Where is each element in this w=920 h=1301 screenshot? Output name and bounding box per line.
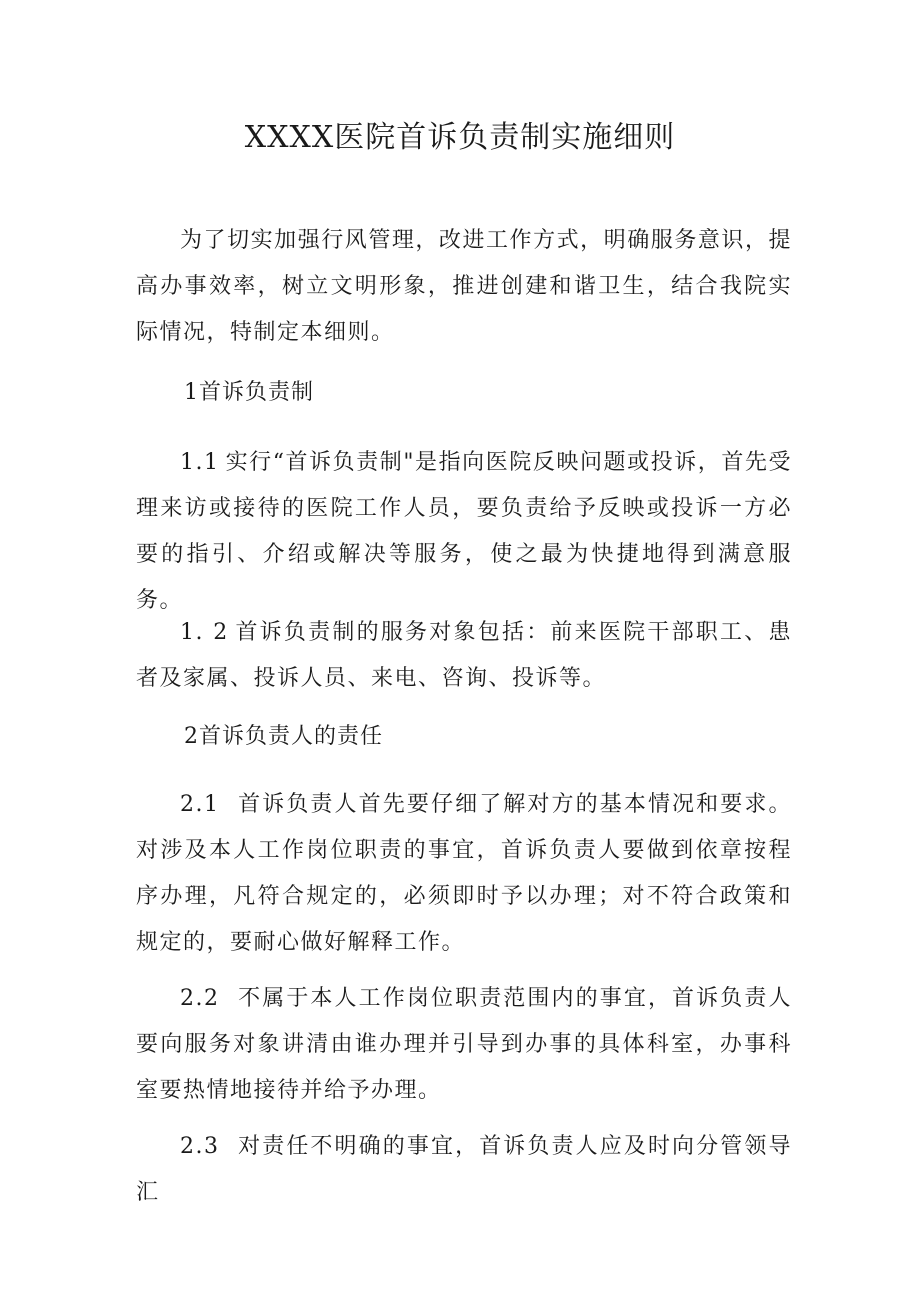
clause-text: 不属于本人工作岗位职责范围内的事宜，首诉负责人要向服务对象讲清由谁办理并引导到办事的具体科室，办事科室要热情地接待并给予办理。 [136, 986, 792, 1103]
clause-number: 1. 2 [180, 620, 229, 645]
clause-number: 2.3 [180, 1134, 220, 1159]
section-1-heading: 1首诉负责制 [184, 380, 314, 405]
clause-number: 1.1 [180, 450, 220, 475]
clause-text: 首诉负责人首先要仔细了解对方的基本情况和要求。对涉及本人工作岗位职责的事宜，首诉负责人要做到依章按程序办理，凡符合规定的，必须即时予以办理；对不符合政策和规定的，要耐心做好解释工作。 [136, 792, 792, 955]
clause-2-1 [136, 782, 792, 966]
clause-2-2 [136, 976, 792, 1114]
clause-1-1 [136, 440, 792, 624]
clause-text: 对责任不明确的事宜，首诉负责人应及时向分管领导汇 [136, 1134, 792, 1205]
clause-text: 首诉负责制的服务对象包括：前来医院干部职工、患者及家属、投诉人员、来电、咨询、投诉等。 [136, 620, 792, 691]
intro-paragraph: 为了切实加强行风管理，改进工作方式，明确服务意识，提高办事效率，树立文明形象，推进创建和谐卫生，结合我院实际情况，特制定本细则。 [136, 228, 792, 345]
clause-text: 实行“首诉负责制"是指向医院反映问题或投诉，首先受理来访或接待的医院工作人员，要负责给予反映或投诉一方必要的指引、介绍或解决等服务，使之最为快捷地得到满意服务。 [136, 450, 792, 613]
clause-1-2 [136, 610, 792, 702]
section-2-heading: 2首诉负责人的责任 [184, 724, 383, 749]
clause-2-3 [136, 1124, 792, 1216]
clause-number: 2.1 [180, 792, 220, 817]
clause-number: 2.2 [180, 986, 220, 1011]
document-title: XXXX医院首诉负责制实施细则 [244, 120, 676, 155]
